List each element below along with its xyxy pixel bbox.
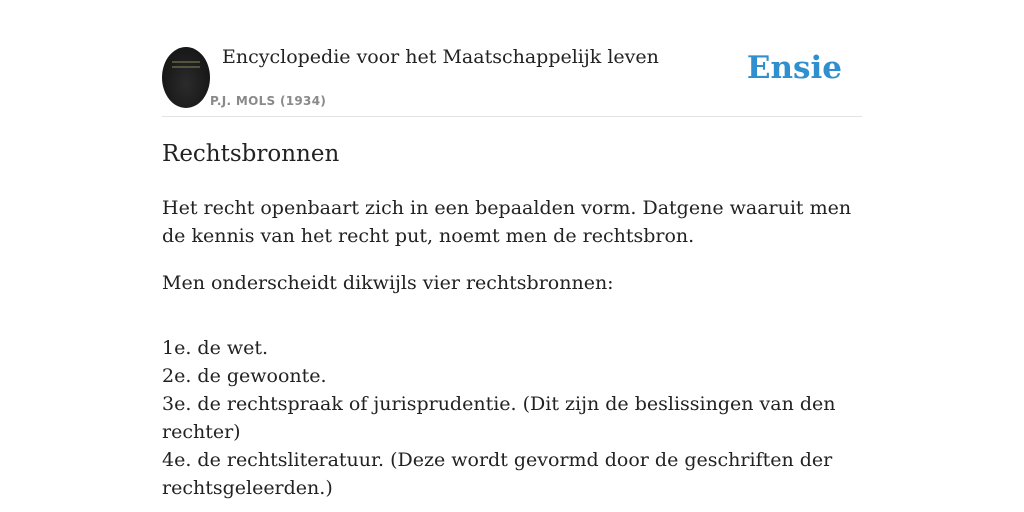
list-item: 3e. de rechtspraak of jurisprudentie. (Dit zijn de beslissingen van den rechter): [162, 393, 836, 443]
entry-title: Rechtsbronnen: [162, 141, 340, 167]
book-author[interactable]: P.J. MOLS (1934): [210, 94, 327, 108]
ensie-logo[interactable]: Ensie: [746, 50, 842, 86]
entry-paragraph: Het recht openbaart zich in een bepaalden vorm. Datgene waaruit men de kennis van het recht put, noemt men de rechtsbron.: [162, 197, 852, 247]
list-item: 4e. de rechtsliteratuur. (Deze wordt gevormd door de geschriften der rechtsgeleerden.): [162, 449, 833, 499]
book-title[interactable]: Encyclopedie voor het Maatschappelijk leven: [222, 46, 659, 68]
cover-title-line: [172, 61, 200, 63]
entry-content: [162, 138, 862, 502]
header: [162, 44, 862, 117]
sources-list: [162, 334, 862, 502]
list-item: 2e. de gewoonte.: [162, 365, 327, 387]
list-item: 1e. de wet.: [162, 337, 269, 359]
cover-title-line: [172, 66, 200, 68]
book-cover-image[interactable]: [162, 47, 210, 108]
entry-paragraph: Men onderscheidt dikwijls vier rechtsbronnen:: [162, 272, 614, 294]
